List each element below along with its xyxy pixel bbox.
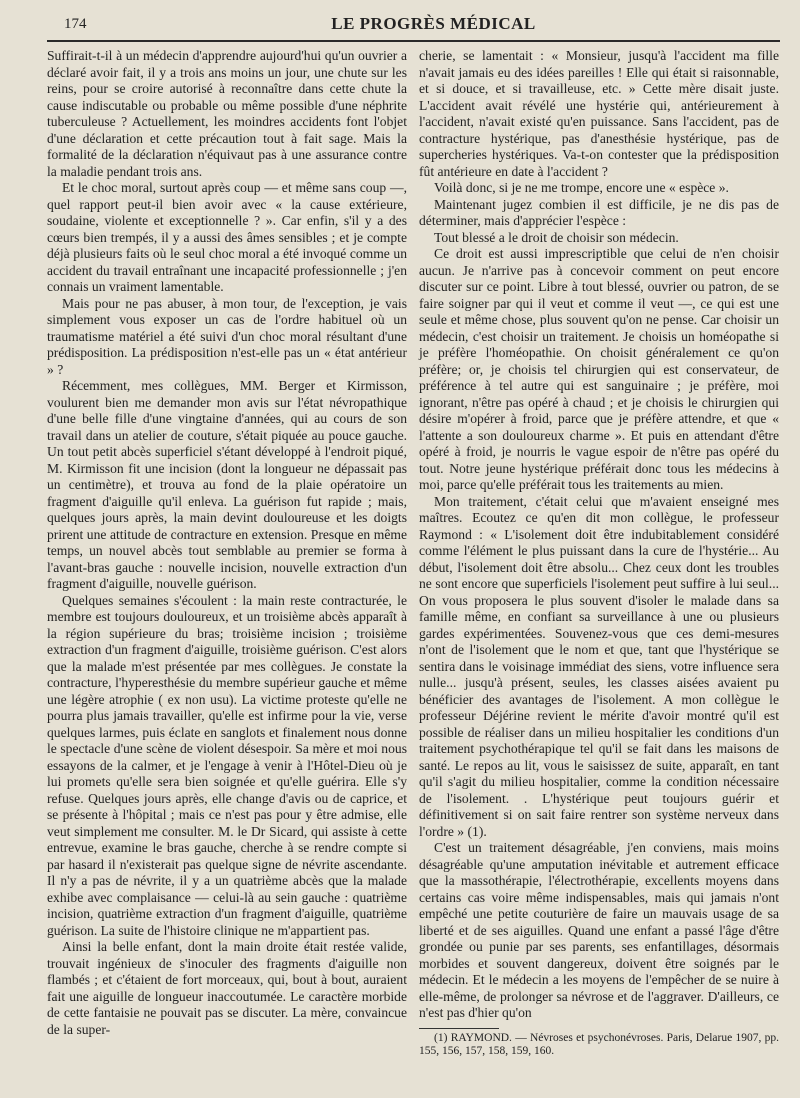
- page-header: [47, 10, 780, 36]
- paragraph: Mais pour ne pas abuser, à mon tour, de l'exception, je vais simplement vous exposer un cas de l'ordre habituel où un traumatisme matériel a été suivi d'un choc moral résultant d'une prédisposition. La prédisposition n'est-elle pas un « état antérieur » ?: [47, 295, 407, 377]
- journal-title: LE PROGRÈS MÉDICAL: [331, 14, 536, 33]
- paragraph: Voilà donc, si je ne me trompe, encore une « espèce ».: [434, 180, 729, 195]
- paragraph: Ainsi la belle enfant, dont la main droite était restée valide, trouvait ingénieux de s'inoculer des fragments d'aiguille non flambés ; et c'étaient de fort morceaux, qui, bout à bout, auraient fait une aiguille de longueur inaccoutumée. Le caractère morbide de cette fantaisie ne pouvait pas se discuter. La mère, convaincue de la super-: [47, 939, 407, 1037]
- paragraph: Récemment, mes collègues, MM. Berger et Kirmisson, voulurent bien me demander mon avis sur l'état névropathique d'une belle fille d'une vingtaine d'années, qui au cours de son travail dans un atelier de couture, s'était piquée au pouce gauche. Un tout petit abcès superficiel s'étant développé à l'endroit piqué, M. Kirmisson fit une incision (dont la longueur ne dépassait pas un centimètre), et trouva au fond de la plaie opératoire un fragment d'aiguille qu'il enleva. La guérison fut rapide ; mais, quelques jours après, la main devint douloureuse et les doigts prirent une attitude de contracture en extension. Presque en même temps, un nouvel abcès tout semblable au premier se forma à l'avant-bras gauche : nouvelle incision, nouvelle extraction d'un fragment d'aiguille, nouvelle guérison.: [47, 378, 407, 591]
- footnote-rule: [419, 1028, 499, 1029]
- header-rule: [47, 40, 780, 42]
- left-column: [47, 48, 407, 1058]
- paragraph: Maintenant jugez combien il est difficile, je ne dis pas de déterminer, mais d'apprécier l'espèce :: [419, 196, 779, 228]
- footnote: (1) RAYMOND. — Névroses et psychonévroses. Paris, Delarue 1907, pp. 155, 156, 157, 158, 159, 160.: [419, 1031, 779, 1057]
- paragraph: Suffirait-t-il à un médecin d'apprendre aujourd'hui qu'un ouvrier a déclaré avoir fait, il y a trois ans moins un jour, une chute sur les reins, pour se croire autorisé à reconnaître dans cette chute la cause indiscutable ou probable ou même possible d'une néphrite tuberculeuse ? Actuellement, les moindres accidents font l'objet d'une déclaration et cette précaution tout à fait sage. Mais la formalité de la déclaration n'équivaut pas à une assurance contre la maladie pendant trois ans.: [47, 48, 407, 179]
- right-column: [419, 48, 779, 1058]
- text-columns: [47, 48, 780, 1058]
- paragraph: Tout blessé a le droit de choisir son médecin.: [434, 229, 679, 245]
- paragraph: Quelques semaines s'écoulent : la main reste contracturée, le membre est toujours douloureux, et un troisième abcès apparaît à la région supérieure du bras; troisième incision ; troisième extraction d'un fragment d'aiguille, troisième guérison. C'est alors que la malade m'est présentée par mes collègues. Je constate la contracture, l'hyperesthésie du membre supérieur gauche et même une légère atrophie ( ex non usu). La victime proteste qu'elle ne pourra plus jamais travailler, qu'elle est infirme pour la vie, verse quelques larmes, puis éclate en sanglots et finalement nous donne le spectacle d'une scène de violent désespoir. Sa mère et moi nous essayons de la calmer, et je l'engage à venir à l'Hôtel-Dieu où je lui promets qu'elle sera bien soignée et qu'elle guérira. Elle s'y refuse. Quelques jours après, elle change d'avis ou de caprice, et se présente à l'hôpital ; mais ce n'est pas pour y être admise, elle veut simplement me consulter. M. le Dr Sicard, qui assiste à cette entrevue, examine le bras gauche, cherche à se rendre compte si par hasard il n'existerait pas quelque signe de névrite ascendante. Il n'y a pas de névrite, il y a un quatrième abcès que la malade exhibe avec complaisance — celui-là au sein gauche : quatrième incision, quatrième extraction d'un fragment d'aiguille, quatrième guérison. La suite de l'histoire clinique ne m'appartient pas.: [47, 592, 407, 938]
- page-number: 174: [64, 16, 87, 32]
- paragraph: C'est un traitement désagréable, j'en conviens, mais moins désagréable qu'une amputation inévitable et autrement efficace que la massothérapie, l'électrothérapie, excellents moyens dans certains cas voire même indispensables, mais qui jamais n'ont empêché une petite couturière de faire un mauvais usage de sa liberté et de ses aiguilles. Quand une enfant a passé l'âge d'être grondée ou punie par ses parents, ses enfantillages, désormais morbides et souvent dangereux, doivent être soignés par le médecin. Et le médecin a les moyens de l'empêcher de se nuire à elle-même, de prolonger sa névrose et de l'aggraver. D'ailleurs, ce n'est pas d'hier qu'on: [419, 840, 779, 1020]
- paragraph: Et le choc moral, surtout après coup — et même sans coup —, quel rapport peut-il bien avoir avec « la cause extérieure, soudaine, violente et exceptionnelle ? ». Car enfin, s'il y a des cœurs bien trempés, il y a aussi des âmes sensibles ; et je compte déjà plusieurs faits où le seul choc moral a été invoqué comme un accident du travail entraînant une incapacité professionnelle ; j'en connais un vraiment lamentable.: [47, 180, 407, 294]
- paragraph: Mon traitement, c'était celui que m'avaient enseigné mes maîtres. Ecoutez ce qu'en dit mon collègue, le professeur Raymond : « L'isolement doit être indubitablement considéré comme l'élément le plus puissant dans la cure de l'hystérie... Au début, l'isolement doit être absolu... Chez ceux dont les troubles ne sont encore que superficiels l'isolement peut suffire à lui seul... On vous proposera le plus souvent d'isoler le malade dans sa famille même, en confiant sa surveillance à une ou plusieurs gardes expérimentées. Souvenez-vous que ces demi-mesures n'ont de l'isolement que le nom et que, tant que l'hystérique se sentira dans le voisinage immédiat des siens, votre influence sera nulle... jusqu'à présent, seules, les classes aisées avaient pu bénéficier des avantages de l'isolement. A mon collègue le professeur Déjérine revient le mérite d'avoir montré qu'il est possible de réaliser dans un milieu hospitalier les conditions d'un traitement psychothérapique tel qu'il se fait dans les maisons de santé. Le repos au lit, vous le saisissez de suite, apparaît, en tant qu'il s'agit du milieu hospitalier, comme la condition nécessaire de l'isolement. . L'hystérique peut toujours guérir et définitivement si on sait faire rentrer son système nerveux dans l'ordre » (1).: [419, 493, 779, 839]
- paragraph: cherie, se lamentait : « Monsieur, jusqu'à l'accident ma fille n'avait jamais eu des idées pareilles ! Elle qui était si raisonnable, et si douce, et si travailleuse, etc. » Cette mère disait juste. L'accident avait révélé une hystérie qui, antérieurement à l'accident, n'avait existé qu'en puissance. Sans l'accident, pas de contracture hystérique, pas d'anesthésie hystérique, pas de supercheries hystériques. Va-t-on contester que la prédisposition fût antérieure en date à l'accident ?: [419, 48, 779, 179]
- paragraph: Ce droit est aussi imprescriptible que celui de n'en choisir aucun. Je n'arrive pas à concevoir comment on peut encore discuter sur ce point. Libre à tout blessé, ouvrier ou patron, de se faire soigner par qui il veut et comme il veut —, ce qui est une seule et même chose, plus souvent qu'on ne pense. Car choisir un médecin, c'est choisir un traitement. Je choisis un homéopathe si je préfère l'homéopathie. On choisit généralement ce qu'on préfère; or, je choisis tel chirurgien qui est conservateur, de préférence à tel autre qui est sanguinaire ; je préfère, moi ignorant, n'être pas opéré à chaud ; et je choisis le chirurgien qui désire m'opérer à froid, parce que je préfère attendre, et que « l'attente a son douloureux charme ». Et puis en attendant d'être opéré à froid, je nourris le vague espoir de n'être pas opéré du tout. Notre jeune hystérique préférait donc tous les médecins à moi, parce qu'elle préférait tous les traitements au mien.: [419, 246, 779, 492]
